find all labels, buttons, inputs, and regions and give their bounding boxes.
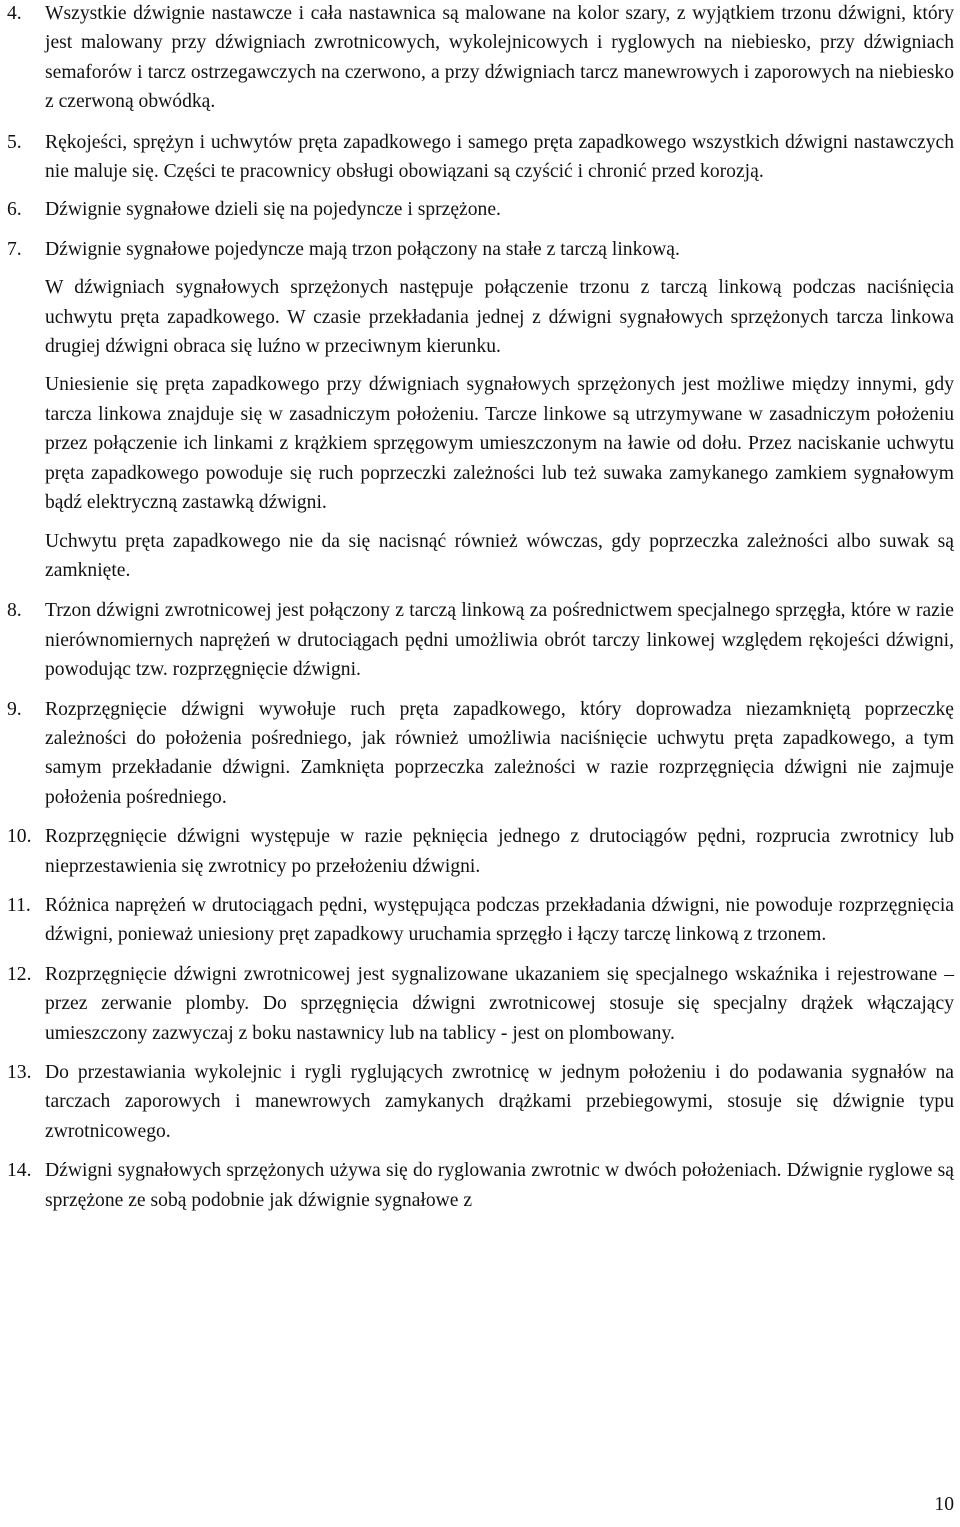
- item-body: [45, 195, 954, 224]
- item-body: [45, 1156, 954, 1215]
- paragraph: Do przestawiania wykolejnic i rygli ryglujących zwrotnicę w jednym położeniu i do podawania sygnałów na tarczach zaporowych i manewrowych zamykanych drążkami przebiegowymi, stosuje się dźwignie typu zwrotnicowego.: [45, 1062, 954, 1142]
- item-body: [45, 960, 954, 1048]
- paragraph: Dźwigni sygnałowych sprzężonych używa się do ryglowania zwrotnic w dwóch położeniach. Dźwignie ryglowe są sprzężone ze sobą podobnie jak dźwignie sygnałowe z: [45, 1160, 954, 1211]
- list-item-4: [7, 0, 954, 117]
- paragraph: Wszystkie dźwignie nastawcze i cała nastawnica są malowane na kolor szary, z wyjątkiem trzonu dźwigni, który jest malowany przy dźwigniach zwrotnicowych, wykolejnicowych i ryglowych na niebiesko, przy dźwigniach semaforów i tarcz ostrzegawczych na czerwono, a przy dźwigniach tarcz manewrowych i zaporowych na niebiesko z czerwoną obwódką.: [45, 3, 954, 113]
- item-body: [45, 128, 954, 187]
- item-number: 7.: [7, 238, 22, 260]
- item-number: 13.: [7, 1062, 32, 1083]
- list-item-7: [7, 235, 954, 585]
- paragraph: Uchwytu pręta zapadkowego nie da się nacisnąć również wówczas, gdy poprzeczka zależności albo suwak są zamknięte.: [45, 530, 954, 581]
- list-item-12: [7, 960, 954, 1048]
- list-item-5: [7, 128, 954, 187]
- list-item-13: [7, 1058, 954, 1146]
- item-body: [45, 891, 954, 950]
- list-item-9: [7, 695, 954, 813]
- paragraph: Rozprzęgnięcie dźwigni występuje w razie pęknięcia jednego z drutociągów pędni, rozprucia zwrotnicy lub nieprzestawienia się zwrotnicy po przełożeniu dźwigni.: [45, 826, 954, 877]
- paragraph: Różnica naprężeń w drutociągach pędni, występująca podczas przekładania dźwigni, nie powoduje rozprzęgnięcia dźwigni, ponieważ uniesiony pręt zapadkowy uruchamia sprzęgło i łączy tarczę linkową z trzonem.: [45, 894, 954, 946]
- item-number: 5.: [7, 131, 22, 153]
- paragraph: Dźwignie sygnałowe pojedyncze mają trzon połączony na stałe z tarczą linkową.: [45, 238, 680, 260]
- item-number: 11.: [7, 894, 31, 916]
- paragraph: Rękojeści, sprężyn i uchwytów pręta zapadkowego i samego pręta zapadkowego wszystkich dźwigni nastawczych nie maluje się. Części te pracownicy obsługi obowiązani są czyścić i chronić przed korozją.: [45, 131, 954, 183]
- item-body: [45, 695, 954, 813]
- item-body: [45, 1058, 954, 1146]
- item-body: [45, 235, 954, 585]
- item-number: 8.: [7, 600, 22, 622]
- paragraph: Dźwignie sygnałowe dzieli się na pojedyncze i sprzężone.: [45, 199, 501, 221]
- paragraph: Rozprzęgnięcie dźwigni zwrotnicowej jest sygnalizowane ukazaniem się specjalnego wskaźnika i rejestrowane – przez zerwanie plomby. Do sprzęgnięcia dźwigni zwrotnicowej stosuje się specjalny drążek włączający umieszczony zazwyczaj z boku nastawnicy lub na tablicy - jest on plombowany.: [45, 963, 954, 1044]
- item-body: [45, 0, 954, 117]
- paragraph: Rozprzęgnięcie dźwigni wywołuje ruch pręta zapadkowego, który doprowadza niezamkniętą poprzeczkę zależności do położenia pośredniego, jak również umożliwia naciśnięcie uchwytu pręta zapadkowego, a tym samym przekładanie dźwigni. Zamknięta poprzeczka zależności w razie rozprzęgnięcia dźwigni nie zajmuje położenia pośredniego.: [45, 698, 954, 808]
- list-item-8: [7, 596, 954, 684]
- paragraph: W dźwigniach sygnałowych sprzężonych następuje połączenie trzonu z tarczą linkową podczas naciśnięcia uchwytu pręta zapadkowego. W czasie przekładania jednej z dźwigni sygnałowych sprzężonych tarcza linkowa drugiej dźwigni obraca się luźno w przeciwnym kierunku.: [45, 277, 954, 358]
- list-item-10: [7, 822, 954, 881]
- item-number: 14.: [7, 1160, 32, 1182]
- item-number: 10.: [7, 826, 32, 848]
- page-number: 10: [934, 1494, 954, 1515]
- item-body: [45, 822, 954, 881]
- list-item-11: [7, 891, 954, 950]
- paragraph: Uniesienie się pręta zapadkowego przy dźwigniach sygnałowych sprzężonych jest możliwe między innymi, gdy tarcza linkowa znajduje się w zasadniczym położeniu. Tarcze linkowe są utrzymywane w zasadniczym położeniu przez połączenie ich linkami z krążkiem sprzęgowym umieszczonym na ławie od dołu. Przez naciskanie uchwytu pręta zapadkowego powoduje się ruch poprzeczki zależności lub też suwaka zamykanego zamkiem sygnałowym bądź elektryczną zastawką dźwigni.: [45, 374, 954, 514]
- item-number: 12.: [7, 963, 32, 985]
- item-number: 4.: [7, 3, 22, 24]
- item-body: [45, 596, 954, 684]
- item-number: 9.: [7, 698, 22, 720]
- item-number: 6.: [7, 199, 22, 221]
- list-item-14: [7, 1156, 954, 1215]
- paragraph: Trzon dźwigni zwrotnicowej jest połączony z tarczą linkową za pośrednictwem specjalnego sprzęgła, które w razie nierównomiernych naprężeń w drutociągach pędni umożliwia obrót tarczy linkowej względem rękojeści dźwigni, powodując tzw. rozprzęgnięcie dźwigni.: [45, 600, 954, 681]
- list-item-6: [7, 195, 954, 224]
